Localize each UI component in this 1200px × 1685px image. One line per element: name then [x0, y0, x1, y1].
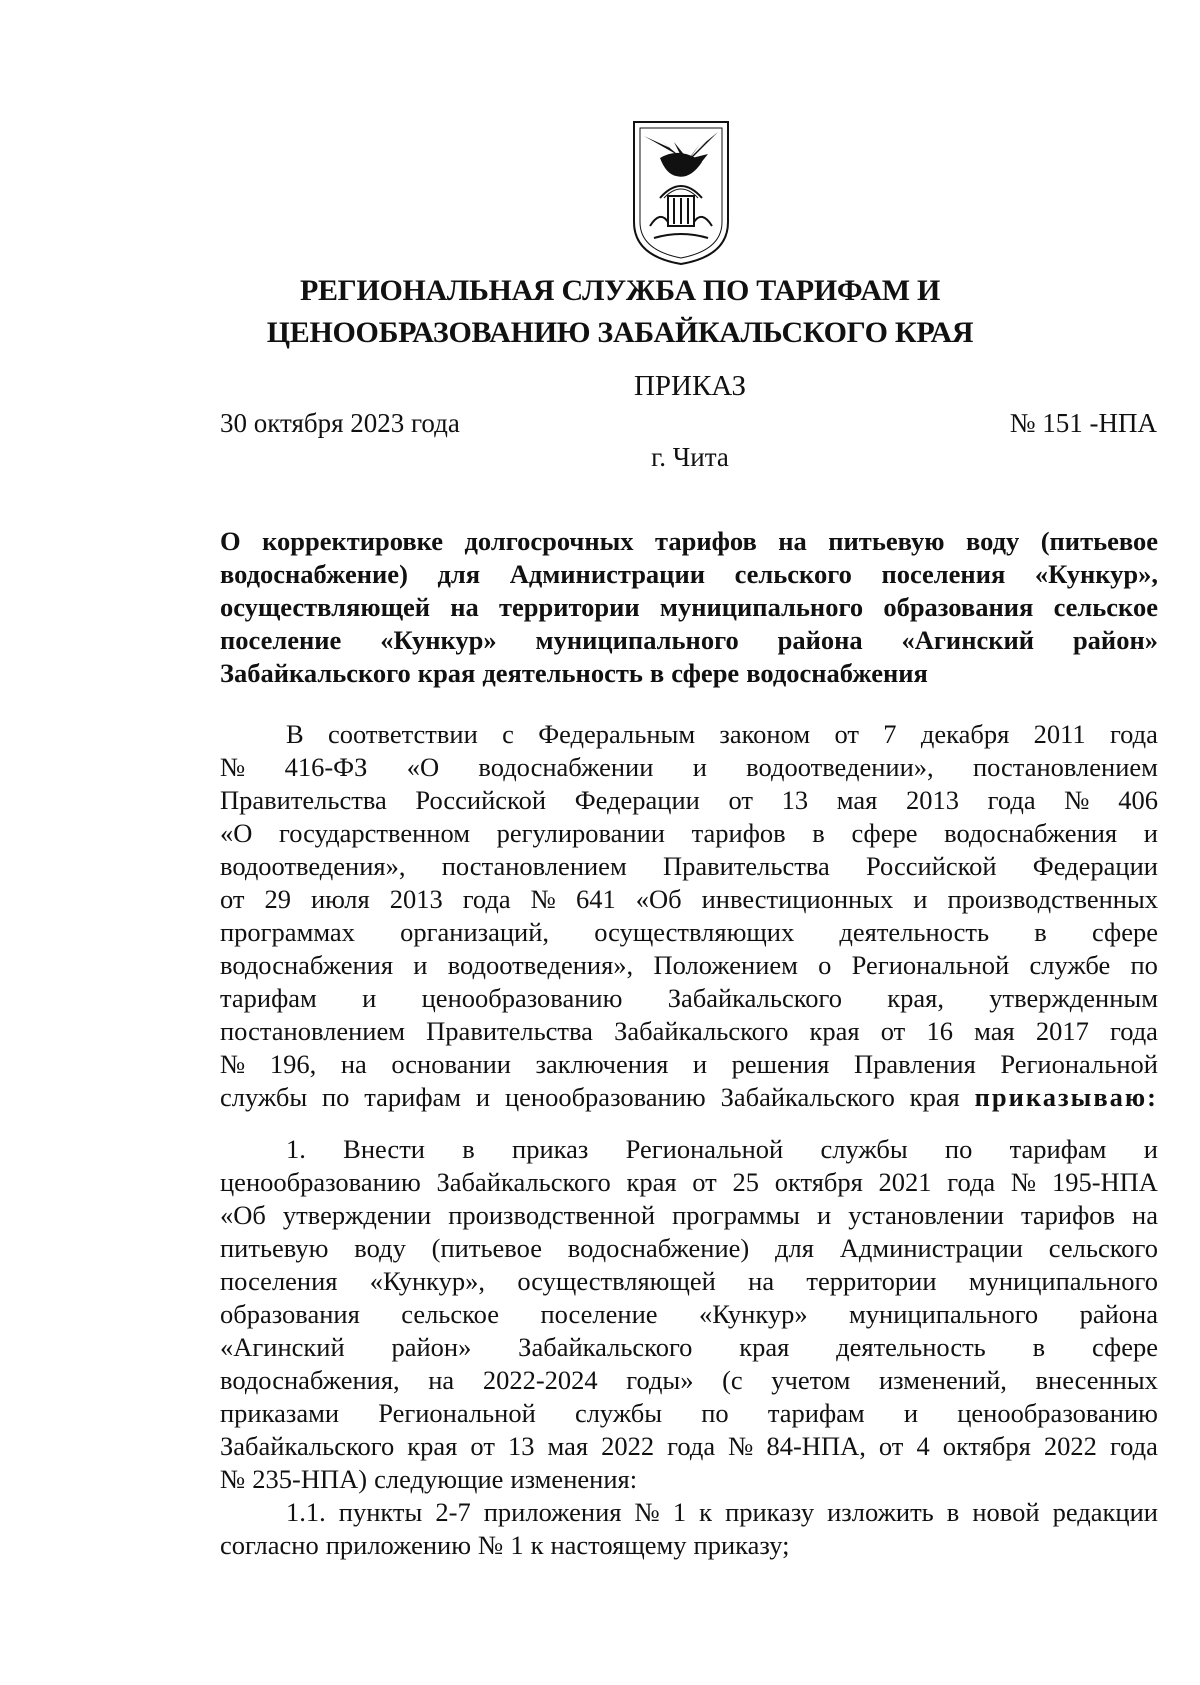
text-line: программах организаций, осуществляющих деятельность в сфере: [220, 917, 1158, 947]
text-line: тарифам и ценообразованию Забайкальского края, утвержденным: [220, 983, 1158, 1013]
text-line: образования сельское поселение «Кункур» муниципального района: [220, 1299, 1158, 1329]
text-line: водоотведения», постановлением Правительства Российской Федерации: [220, 851, 1158, 881]
text-line: «Об утверждении производственной программы и установлении тарифов на: [220, 1200, 1158, 1230]
text-line: «Агинский район» Забайкальского края деятельность в сфере: [220, 1332, 1158, 1362]
text-line: питьевую воду (питьевое водоснабжение) для Администрации сельского: [220, 1233, 1158, 1263]
text-line: № 196, на основании заключения и решения Правления Региональной: [220, 1049, 1158, 1079]
text-line: службы по тарифам и ценообразованию Забайкальского края приказываю:: [220, 1082, 1158, 1112]
text-line: поселение «Кункур» муниципального района «Агинский район»: [220, 625, 1158, 655]
order-date: 30 октября 2023 года: [220, 408, 460, 438]
text-line: Правительства Российской Федерации от 13 мая 2013 года № 406: [220, 785, 1158, 815]
coat-of-arms-icon: [630, 118, 732, 268]
text-line: согласно приложению № 1 к настоящему приказу;: [220, 1530, 790, 1560]
document-type: ПРИКАЗ: [633, 370, 747, 402]
text-line: № 416-ФЗ «О водоснабжении и водоотведении», постановлением: [220, 752, 1158, 782]
order-city: г. Чита: [651, 442, 729, 472]
text-line: Забайкальского края деятельность в сфере водоснабжения: [220, 658, 928, 688]
text-line: Забайкальского края от 13 мая 2022 года № 84-НПА, от 4 октября 2022 года: [220, 1431, 1158, 1461]
text-line: О корректировке долгосрочных тарифов на питьевую воду (питьевое: [220, 526, 1158, 556]
text-line: «О государственном регулировании тарифов в сфере водоснабжения и: [220, 818, 1158, 848]
organization-title-line: РЕГИОНАЛЬНАЯ СЛУЖБА ПО ТАРИФАМ И: [299, 274, 941, 307]
order-preamble: [220, 718, 1158, 1114]
order-subject: [220, 525, 1158, 690]
text-line: поселения «Кункур», осуществляющей на территории муниципального: [220, 1266, 1158, 1296]
text-line: от 29 июля 2013 года № 641 «Об инвестиционных и производственных: [220, 884, 1158, 914]
organization-title: [180, 270, 1060, 354]
text-line: водоснабжение) для Администрации сельского поселения «Кункур»,: [220, 559, 1158, 589]
text-line: № 235-НПА) следующие изменения:: [220, 1464, 638, 1494]
text-line: 1. Внести в приказ Региональной службы по тарифам и: [286, 1134, 1158, 1164]
order-item-1-1: [220, 1496, 1158, 1562]
text-line: постановлением Правительства Забайкальского края от 16 мая 2017 года: [220, 1016, 1158, 1046]
text-line: приказами Региональной службы по тарифам и ценообразованию: [220, 1398, 1158, 1428]
text-line: водоснабжения и водоотведения», Положением о Региональной службе по: [220, 950, 1158, 980]
order-number: № 151 -НПА: [1009, 408, 1157, 438]
text-line: 1.1. пункты 2-7 приложения № 1 к приказу изложить в новой редакции: [286, 1497, 1158, 1527]
order-verb: приказываю:: [974, 1082, 1158, 1112]
text-line: водоснабжения, на 2022-2024 годы» (с учетом изменений, внесенных: [220, 1365, 1158, 1395]
text-line: ценообразованию Забайкальского края от 25 октября 2021 года № 195-НПА: [220, 1167, 1158, 1197]
text-line: В соответствии с Федеральным законом от 7 декабря 2011 года: [286, 719, 1158, 749]
organization-title-line: ЦЕНООБРАЗОВАНИЮ ЗАБАЙКАЛЬСКОГО КРАЯ: [266, 316, 974, 349]
text-line: осуществляющей на территории муниципального образования сельское: [220, 592, 1158, 622]
order-item-1: [220, 1133, 1158, 1562]
